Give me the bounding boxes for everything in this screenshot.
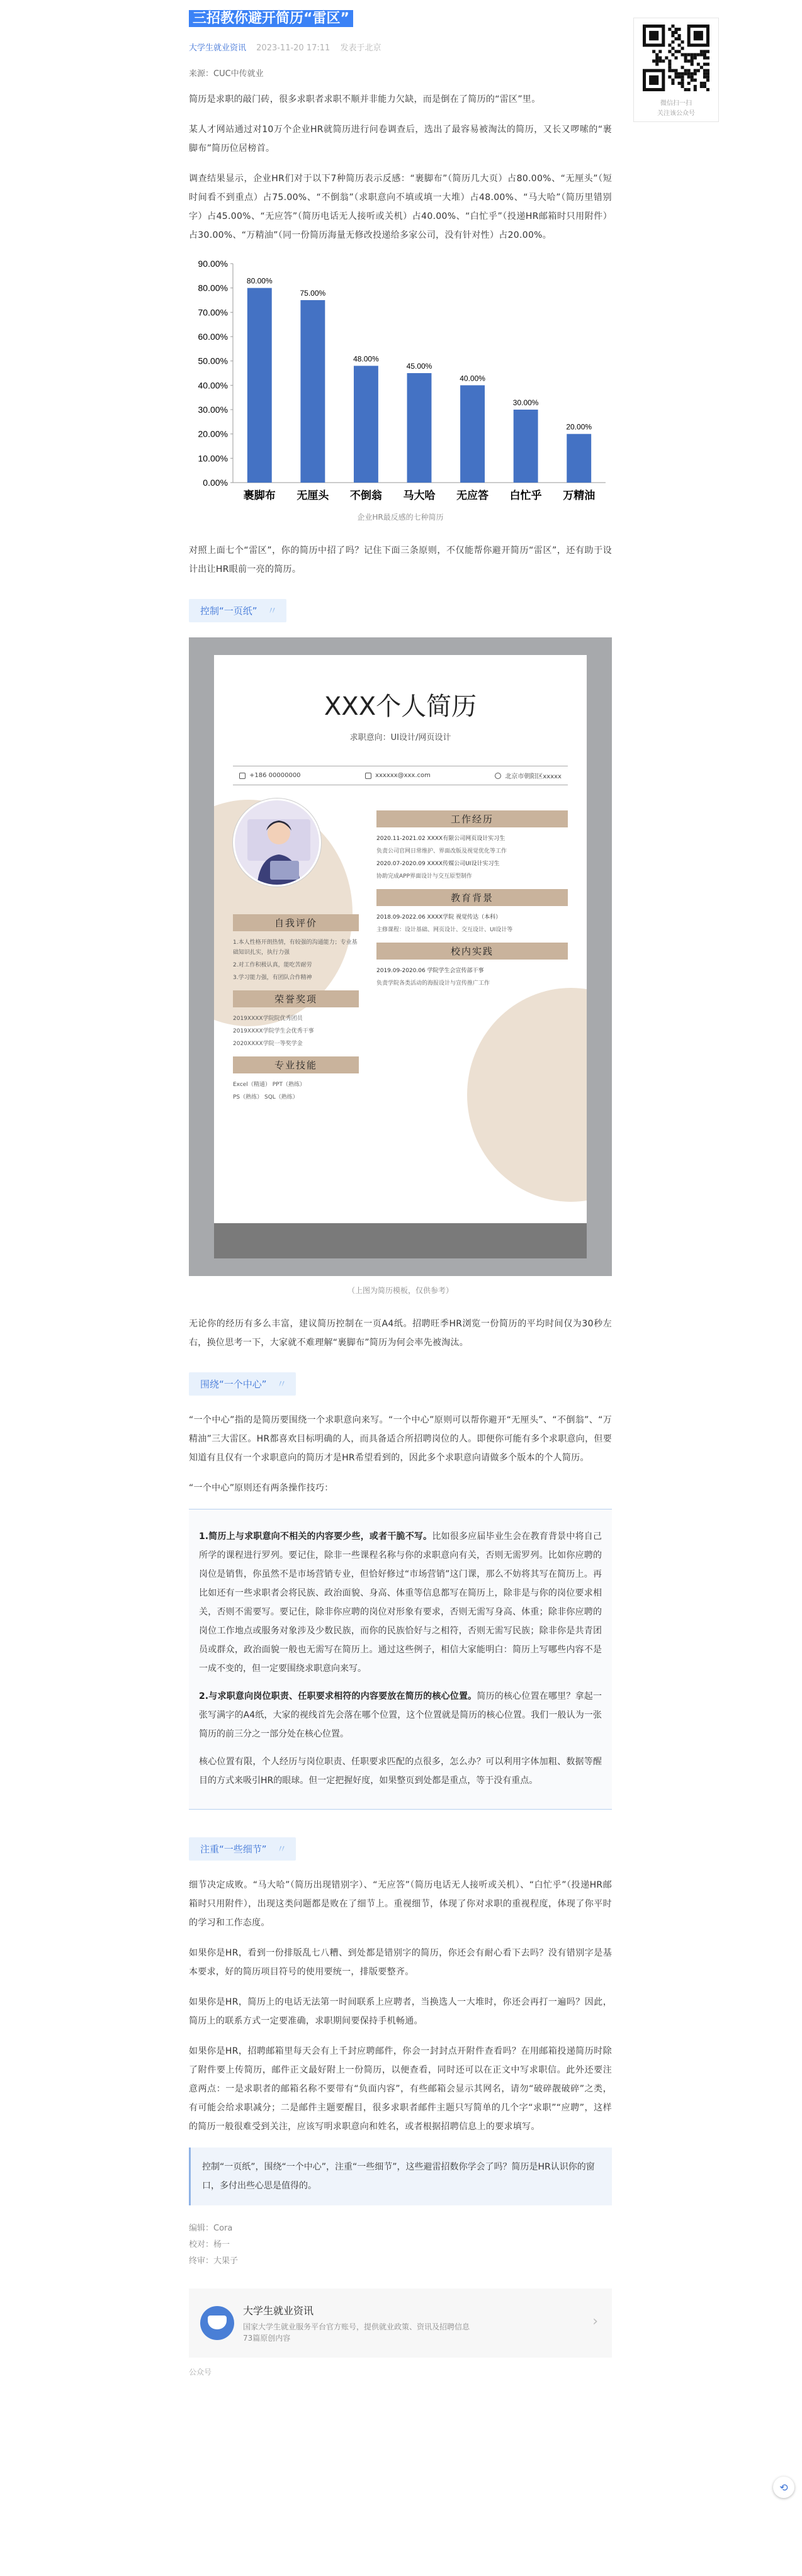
- bar: [460, 385, 485, 483]
- resume-section-head: 荣誉奖项: [233, 990, 359, 1007]
- x-category-label: 无厘头: [297, 490, 329, 502]
- float-share-button[interactable]: [773, 2477, 794, 2498]
- resume-contact-bar: [233, 766, 568, 785]
- resume-address: 北京市朝阳区xxxxx: [495, 771, 562, 780]
- resume-section-head: 教育背景: [376, 889, 568, 906]
- resume-line: 2019XXXX学院院优秀团员: [233, 1016, 303, 1022]
- section-tag-details: [189, 1837, 296, 1861]
- resume-line: 2020XXXX学院一等奖学金: [233, 1041, 303, 1047]
- y-tick-label: 40.00%: [198, 380, 228, 391]
- resume-objective: 求职意向：UI设计/网页设计: [349, 733, 451, 742]
- resume-line: 协助完成APP界面设计与交互原型制作: [376, 873, 473, 880]
- y-tick-label: 20.00%: [198, 428, 228, 439]
- resume-line: Excel（精通） PPT（熟练）: [233, 1082, 306, 1088]
- resume-line: PS（熟练） SQL（熟练）: [233, 1094, 298, 1100]
- resume-line: 2020.11-2021.02 XXXX有限公司网页设计实习生: [376, 836, 505, 842]
- resume-title: XXX个人简历: [324, 692, 477, 721]
- bar-value-label: 80.00%: [246, 276, 273, 286]
- decor-bar: [214, 1223, 587, 1258]
- x-category-label: 白忙乎: [509, 490, 542, 502]
- x-category-label: 马大哈: [403, 490, 436, 502]
- share-icon: ⟲: [779, 2481, 788, 2494]
- x-category-label: 万精油: [563, 490, 596, 502]
- resume-left-column: [233, 907, 359, 1105]
- y-tick-label: 10.00%: [198, 453, 228, 464]
- resume-section-head: 自我评价: [233, 914, 359, 931]
- resume-line: 1.本人性格开朗热情，有较强的沟通能力；专业基础知识扎实，执行力强: [233, 939, 358, 956]
- publish-date: 2023-11-20 17:11: [256, 43, 330, 53]
- account-name: 大学生就业资讯: [243, 2304, 314, 2317]
- bar-chart: [189, 256, 612, 508]
- bar-value-label: 48.00%: [353, 354, 379, 364]
- chevron-right-icon: ›: [592, 2314, 598, 2329]
- resume-line: 2019XXXX学院学生会优秀干事: [233, 1028, 314, 1034]
- person-illustration-icon: [235, 800, 321, 887]
- paragraph: 如果你是HR，看到一份排版乱七八糟、到处都是错别字的简历，你还会有耐心看下去吗？没有错别字是基本要求，好的简历项目符号的使用要统一，排版要整齐。: [189, 1948, 612, 1977]
- paragraph: “一个中心”原则还有两条操作技巧：: [189, 1483, 334, 1493]
- y-tick-label: 80.00%: [198, 283, 228, 293]
- account-logo-icon: [200, 2306, 234, 2340]
- paragraph: 对照上面七个“雷区”，你的简历中招了吗？记住下面三条原则，不仅能帮你避开简历“雷区”，还有助于设计出让HR眼前一亮的简历。: [189, 546, 612, 574]
- qr-code-panel: [633, 18, 719, 122]
- paragraph: 简历是求职的敲门砖，很多求职者求职不顺并非能力欠缺，而是倒在了简历的“雷区”里。: [189, 94, 541, 104]
- editors: [189, 2220, 612, 2270]
- swoosh-icon: 〃: [276, 1843, 287, 1855]
- chart-caption: 企业HR最反感的七种简历: [357, 513, 444, 522]
- resume-section-head: 专业技能: [233, 1056, 359, 1073]
- account-desc: 国家大学生就业服务平台官方账号，提供就业政策、资讯及招聘信息: [243, 2322, 470, 2331]
- resume-line: 负责公司官网日常维护、界面改版及视觉优化等工作: [376, 848, 507, 854]
- section-tag-label: 注重“一些细节”: [200, 1844, 267, 1855]
- resume-phone: +186 00000000: [239, 771, 301, 780]
- paragraph: 细节决定成败。“马大哈”（简历出现错别字）、“无应答”（简历电话无人接听或关机）、“白忙乎”（投递HR邮箱时只用附件），出现这类问题都是败在了细节上。重视细节，体现了你对求职的重视程度，体现了你平时的学习和工作态度。: [189, 1880, 612, 1928]
- publish-location: 发表于北京: [340, 43, 381, 53]
- tip-paragraph: 核心位置有限，个人经历与岗位职责、任职要求匹配的点很多，怎么办？可以利用字体加粗、数据等醒目的方式来吸引HR的眼球。但一定把握好度，如果整页到处都是重点，等于没有重点。: [199, 1757, 602, 1786]
- resume-section-head: 工作经历: [376, 810, 568, 827]
- paragraph: 如果你是HR，简历上的电话无法第一时间联系上应聘者，当换选人一大堆时，你还会再打一遍吗？因此，简历上的联系方式一定要准确，求职期间要保持手机畅通。: [189, 1997, 612, 2026]
- resume-line: 主修课程：设计基础、网页设计、交互设计、UI设计等: [376, 927, 513, 933]
- bar: [300, 300, 325, 483]
- article: [189, 9, 612, 2377]
- public-account-label: 公众号: [189, 2368, 212, 2377]
- resume-line: 2019.09-2020.06 学院学生会宣传部干事: [376, 968, 484, 974]
- account-name-link[interactable]: 大学生就业资讯: [189, 43, 247, 53]
- account-info: [243, 2303, 470, 2344]
- tip-heading: 2.与求职意向岗位职责、任职要求相符的内容要放在简历的核心位置。: [199, 1691, 477, 1701]
- section-tag-one-page: [189, 599, 286, 622]
- tip-heading: 1.简历上与求职意向不相关的内容要少些，或者干脆不写。: [199, 1532, 432, 1542]
- qr-caption: 微信扫一扫: [660, 100, 692, 107]
- bar-value-label: 75.00%: [300, 289, 326, 298]
- resume-template-image: [189, 637, 612, 1276]
- y-tick-label: 60.00%: [198, 332, 228, 342]
- section-tag-one-center: [189, 1372, 296, 1396]
- resume-caption: （上图为简历模板，仅供参考）: [347, 1286, 453, 1295]
- bar: [514, 410, 538, 483]
- tip-paragraph: [199, 1687, 602, 1744]
- editor-line: 校对：杨一: [189, 2240, 230, 2249]
- decor-blob: [467, 988, 587, 1202]
- bar-value-label: 45.00%: [406, 362, 432, 371]
- resume-line: 2.对工作积极认真，能吃苦耐劳: [233, 962, 312, 968]
- bar: [407, 373, 432, 483]
- account-card[interactable]: [189, 2288, 612, 2358]
- article-title: 三招教你避开简历“雷区”: [189, 10, 353, 27]
- summary-box: 控制“一页纸”，围绕“一个中心”，注重“一些细节”，这些避雷招数你学会了吗？简历是HR认识你的窗口，多付出些心思是值得的。: [189, 2148, 612, 2205]
- account-article-count: 73篇原创内容: [243, 2333, 291, 2343]
- resume-line: 2018.09-2022.06 XXXX学院 视觉传达（本科）: [376, 914, 502, 921]
- swoosh-icon: 〃: [276, 1378, 287, 1390]
- section-tag-label: 控制“一页纸”: [200, 605, 257, 617]
- bar: [247, 288, 272, 483]
- resume-email: xxxxxx@xxx.com: [365, 771, 431, 780]
- bar-value-label: 20.00%: [566, 422, 592, 432]
- tips-box: [189, 1509, 612, 1810]
- phone-icon: [239, 773, 246, 779]
- resume-page: [214, 655, 587, 1258]
- resume-right-column: [376, 803, 568, 991]
- y-tick-label: 50.00%: [198, 356, 228, 366]
- paragraph: 如果你是HR，招聘邮箱里每天会有上千封应聘邮件，你会一封封点开附件查看吗？在用邮箱投递简历时除了附件要上传简历，邮件正文最好附上一份简历，以便查看，同时还可以在正文中写求职信。此外还要注意两点：一是求职者的邮箱名称不要带有“负面内容”，有些邮箱会显示其网名，请勿“破碎靓破碎”之类，有可能会给求职减分；二是邮件主题要醒目，很多求职者邮件主题只写简单的几个字“求职”“应聘”，这样的简历一般很难受到关注，应该写明求职意向和姓名，或者根据招聘信息上的要求填写。: [189, 2046, 612, 2132]
- paragraph: “一个中心”指的是简历要围绕一个求职意向来写。“一个中心”原则可以帮你避开“无厘头”、“不倒翁”、“万精油”三大雷区。HR都喜欢目标明确的人，而具备适合所招聘岗位的人。即便你可能有多个求职意向，但要知道有且仅有一个求职意向的简历才是HR希望看到的，因此多个求职意向请做多个版本的个人简历。: [189, 1415, 612, 1463]
- y-tick-label: 30.00%: [198, 405, 228, 415]
- bar-chart-svg: [189, 256, 612, 508]
- editor-line: 编辑：Cora: [189, 2224, 233, 2233]
- bar-value-label: 30.00%: [512, 398, 539, 407]
- title-wrap: [189, 9, 612, 53]
- paragraph: 调查结果显示，企业HR们对于以下7种简历表示反感：“裹脚布”（简历几大页）占80.00%、“无厘头”（短时间看不到重点）占75.00%、“不倒翁”（求职意向不填或填一大堆）占48.00%、“马大哈”（简历里错别字）占45.00%、“无应答”（简历电话无人接听或关机）占40.00%、“白忙乎”（投递HR邮箱时只用附件）占30.00%、“万精油”（同一份简历海量无修改投递给多家公司，没有针对性）占20.00%。: [189, 174, 612, 240]
- resume-line: 3.学习能力强，有团队合作精神: [233, 975, 312, 981]
- section-tag-label: 围绕“一个中心”: [200, 1379, 267, 1390]
- y-tick-label: 70.00%: [198, 307, 228, 318]
- resume-line: 2020.07-2020.09 XXXX传媒公司UI设计实习生: [376, 861, 500, 867]
- tip-text: 比如很多应届毕业生会在教育背景中将自己所学的课程进行罗列。要记住，除非一些课程名称与你的求职意向有关，否则无需罗列。比如你应聘的岗位是销售，你虽然不是市场营销专业，但恰好修过“市场营销”这门课，那么不妨将其写在简历上。再比如还有一些求职者会将民族、政治面貌、身高、体重等信息都写在简历上，除非是与你的岗位要求相关，否则不需要写。要记住，除非你应聘的岗位对形象有要求，否则无需写身高、体重；除非你应聘的岗位工作地点或服务对象涉及少数民族，而你的民族恰好与之相符，否则无需写民族；除非你是共青团员或群众，政治面貌一般也无需写在简历上。通过这些例子，相信大家能明白：简历上写哪些内容不是一成不变的，但一定要围绕求职意向来写。: [199, 1532, 602, 1674]
- tip-paragraph: [199, 1527, 602, 1678]
- x-category-label: 不倒翁: [349, 490, 382, 502]
- article-origin: 来源：CUC中传就业: [189, 69, 264, 79]
- resume-section-head: 校内实践: [376, 943, 568, 960]
- qr-caption: 关注该公众号: [657, 110, 695, 117]
- resume-avatar: [233, 798, 321, 887]
- bar: [567, 434, 591, 483]
- tip-text: 简历的核心位置在哪里？拿起一张写满字的A4纸，大家的视线首先会落在哪个位置，这个位置就是简历的核心位置。我们一般认为一张简历的前三分之一部分处在核心位置。: [199, 1691, 602, 1739]
- mail-icon: [365, 773, 371, 779]
- x-category-label: 无应答: [456, 490, 489, 502]
- y-tick-label: 0.00%: [203, 478, 228, 488]
- resume-line: 负责学院各类活动的海报设计与宣传推广工作: [376, 980, 490, 987]
- editor-line: 终审：大果子: [189, 2256, 239, 2266]
- paragraph: 无论你的经历有多么丰富，建议简历控制在一页A4纸。招聘旺季HR浏览一份简历的平均时间仅为30秒左右，换位思考一下，大家就不难理解“裹脚布”简历为何会率先被淘汰。: [189, 1319, 612, 1348]
- paragraph: 某人才网站通过对10万个企业HR就简历进行问卷调查后，选出了最容易被淘汰的简历，又长又啰嗦的“裹脚布”简历位居榜首。: [189, 125, 612, 154]
- y-tick-label: 90.00%: [198, 259, 228, 269]
- bar: [354, 366, 378, 483]
- x-category-label: 裹脚布: [243, 490, 276, 502]
- article-meta: [189, 41, 612, 53]
- location-icon: [495, 773, 501, 779]
- qr-code-icon: [643, 25, 709, 91]
- swoosh-icon: 〃: [267, 605, 278, 617]
- bar-value-label: 40.00%: [460, 374, 485, 383]
